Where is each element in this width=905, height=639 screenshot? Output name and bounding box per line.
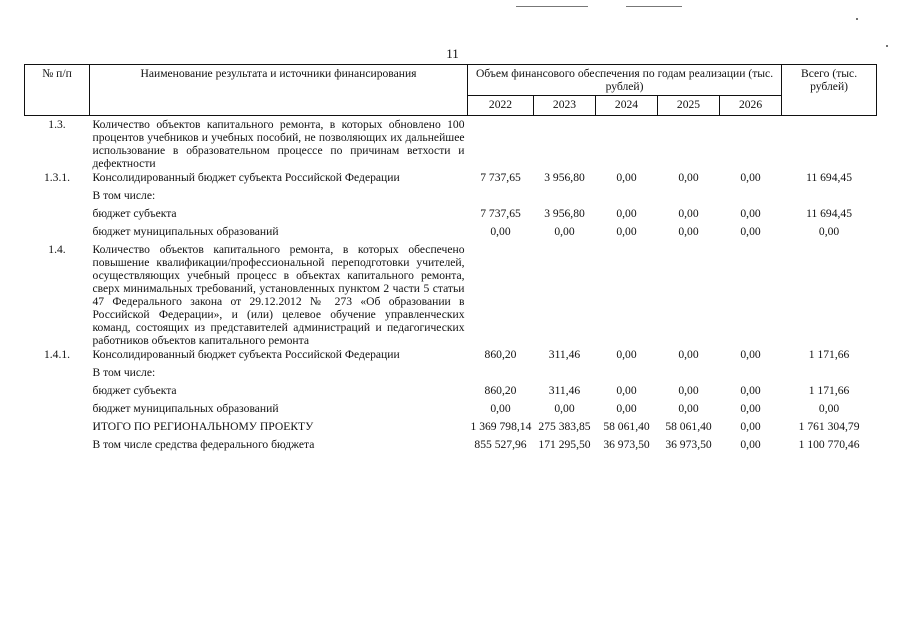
- row-value: [468, 365, 534, 383]
- table-row: [25, 188, 877, 206]
- row-value: 311,46: [548, 384, 581, 397]
- row-total: 1 100 770,46: [798, 438, 860, 451]
- row-value: 0,00: [554, 402, 575, 415]
- header-year: 2023: [534, 96, 596, 116]
- row-value: [534, 365, 596, 383]
- row-value: 0,00: [678, 384, 699, 397]
- table-row: [25, 347, 877, 365]
- row-value: 0,00: [740, 171, 761, 184]
- row-value: 0,00: [678, 225, 699, 238]
- row-name: ИТОГО ПО РЕГИОНАЛЬНОМУ ПРОЕКТУ: [92, 420, 314, 433]
- row-number: [25, 365, 90, 383]
- row-value: [534, 242, 596, 347]
- row-value: 171 295,50: [538, 438, 591, 451]
- row-value: [658, 188, 720, 206]
- table-row: [25, 383, 877, 401]
- row-value: 0,00: [740, 420, 761, 433]
- row-value: 0,00: [616, 207, 637, 220]
- row-number: 1.4.1.: [43, 348, 71, 361]
- row-value: 36 973,50: [665, 438, 712, 451]
- table-row: [25, 437, 877, 455]
- row-total: 0,00: [818, 225, 840, 238]
- row-total: 0,00: [818, 402, 840, 415]
- row-value: 0,00: [740, 384, 761, 397]
- header-name: Наименование результата и источники финансирования: [90, 65, 468, 116]
- row-value: 0,00: [740, 348, 761, 361]
- row-number: [25, 224, 90, 242]
- row-name: бюджет субъекта: [92, 207, 177, 220]
- row-value: 0,00: [740, 225, 761, 238]
- header-total: Всего (тыс. рублей): [782, 65, 877, 116]
- row-number: [25, 419, 90, 437]
- row-value: [534, 188, 596, 206]
- row-total: [782, 116, 877, 171]
- header-year: 2025: [658, 96, 720, 116]
- row-value: [596, 365, 658, 383]
- row-name: Количество объектов капитального ремонта, в которых обновлено 100 процентов учебников и учебных пособий, не позволяющих их дальнейшее использование в образовательном процессе по причинам ветхости и дефектности: [92, 118, 465, 170]
- table-row: [25, 170, 877, 188]
- row-name: Консолидированный бюджет субъекта Российской Федерации: [92, 348, 400, 361]
- row-value: 1 369 798,14: [470, 420, 532, 433]
- page-number: 11: [446, 46, 459, 61]
- row-value: 0,00: [616, 171, 637, 184]
- row-value: 7 737,65: [480, 171, 521, 184]
- row-value: 58 061,40: [603, 420, 650, 433]
- row-name: В том числе:: [92, 189, 156, 202]
- table-row: [25, 401, 877, 419]
- row-total: [782, 188, 877, 206]
- row-value: 0,00: [616, 348, 637, 361]
- row-value: 7 737,65: [480, 207, 521, 220]
- row-value: 0,00: [616, 225, 637, 238]
- row-value: 0,00: [678, 171, 699, 184]
- header-year: 2022: [468, 96, 534, 116]
- row-number: [25, 206, 90, 224]
- table-header: [25, 65, 877, 116]
- row-value: 860,20: [484, 384, 517, 397]
- row-total: [782, 242, 877, 347]
- row-name: Количество объектов капитального ремонта, в которых обеспечено повышение квалификации/профессиональной переподготовки учителей, осуществляющих учебный процесс в объектах капитального ремонта, сверх минимальных требований, установленных пунктом 2 части 5 статьи 47 Федерального закона от 29.12.2012 № 273 «Об образовании в Российской Федерации», и (или) целевое обучение управленческих команд, состоящих из представителей администраций и педагогических работников объектов капитального ремонта: [92, 243, 465, 347]
- row-total: 11 694,45: [806, 171, 853, 184]
- row-name: В том числе средства федерального бюджета: [92, 438, 315, 451]
- row-value: [658, 365, 720, 383]
- table-row: [25, 419, 877, 437]
- row-value: 58 061,40: [665, 420, 712, 433]
- scan-artifact-line: [626, 6, 682, 7]
- scan-speck: [856, 18, 858, 20]
- row-value: [720, 242, 782, 347]
- row-number: [25, 401, 90, 419]
- table-row: [25, 365, 877, 383]
- row-value: 0,00: [490, 225, 511, 238]
- row-value: 860,20: [484, 348, 517, 361]
- row-value: [720, 116, 782, 171]
- table-row: [25, 224, 877, 242]
- row-name: В том числе:: [92, 366, 156, 379]
- row-value: [596, 242, 658, 347]
- row-value: [596, 188, 658, 206]
- row-number: 1.4.: [48, 243, 66, 256]
- row-value: 3 956,80: [544, 207, 585, 220]
- row-value: [468, 242, 534, 347]
- row-number: 1.3.: [48, 118, 66, 131]
- table-row: [25, 206, 877, 224]
- row-value: 0,00: [616, 384, 637, 397]
- row-value: 275 383,85: [538, 420, 591, 433]
- row-number: [25, 437, 90, 455]
- row-total: 1 761 304,79: [798, 420, 860, 433]
- row-value: [658, 116, 720, 171]
- header-year: 2026: [720, 96, 782, 116]
- row-value: 3 956,80: [544, 171, 585, 184]
- row-value: 311,46: [548, 348, 581, 361]
- table-row: [25, 242, 877, 347]
- row-value: [596, 116, 658, 171]
- row-name: бюджет муниципальных образований: [92, 225, 279, 238]
- row-value: 0,00: [678, 207, 699, 220]
- row-value: 36 973,50: [603, 438, 650, 451]
- row-value: 0,00: [678, 402, 699, 415]
- row-value: 0,00: [740, 402, 761, 415]
- row-number: [25, 188, 90, 206]
- header-year: 2024: [596, 96, 658, 116]
- row-value: 0,00: [740, 207, 761, 220]
- financing-table: [24, 64, 877, 455]
- scan-artifact-line: [516, 6, 588, 7]
- row-name: бюджет муниципальных образований: [92, 402, 279, 415]
- table-row: [25, 116, 877, 171]
- row-value: 0,00: [740, 438, 761, 451]
- row-total: 1 171,66: [808, 348, 850, 361]
- row-value: 0,00: [616, 402, 637, 415]
- row-value: 0,00: [490, 402, 511, 415]
- table-body: [25, 116, 877, 456]
- row-total: [782, 365, 877, 383]
- header-volume: Объем финансового обеспечения по годам реализации (тыс. рублей): [468, 65, 782, 96]
- row-value: [468, 188, 534, 206]
- header-number: № п/п: [25, 65, 90, 116]
- row-value: [720, 365, 782, 383]
- row-total: 1 171,66: [808, 384, 850, 397]
- row-name: бюджет субъекта: [92, 384, 177, 397]
- row-value: 855 527,96: [474, 438, 527, 451]
- row-value: [658, 242, 720, 347]
- row-value: [468, 116, 534, 171]
- row-value: [720, 188, 782, 206]
- row-number: [25, 383, 90, 401]
- row-number: 1.3.1.: [43, 171, 71, 184]
- row-value: [534, 116, 596, 171]
- row-total: 11 694,45: [806, 207, 853, 220]
- row-value: 0,00: [554, 225, 575, 238]
- row-value: 0,00: [678, 348, 699, 361]
- row-name: Консолидированный бюджет субъекта Российской Федерации: [92, 171, 400, 184]
